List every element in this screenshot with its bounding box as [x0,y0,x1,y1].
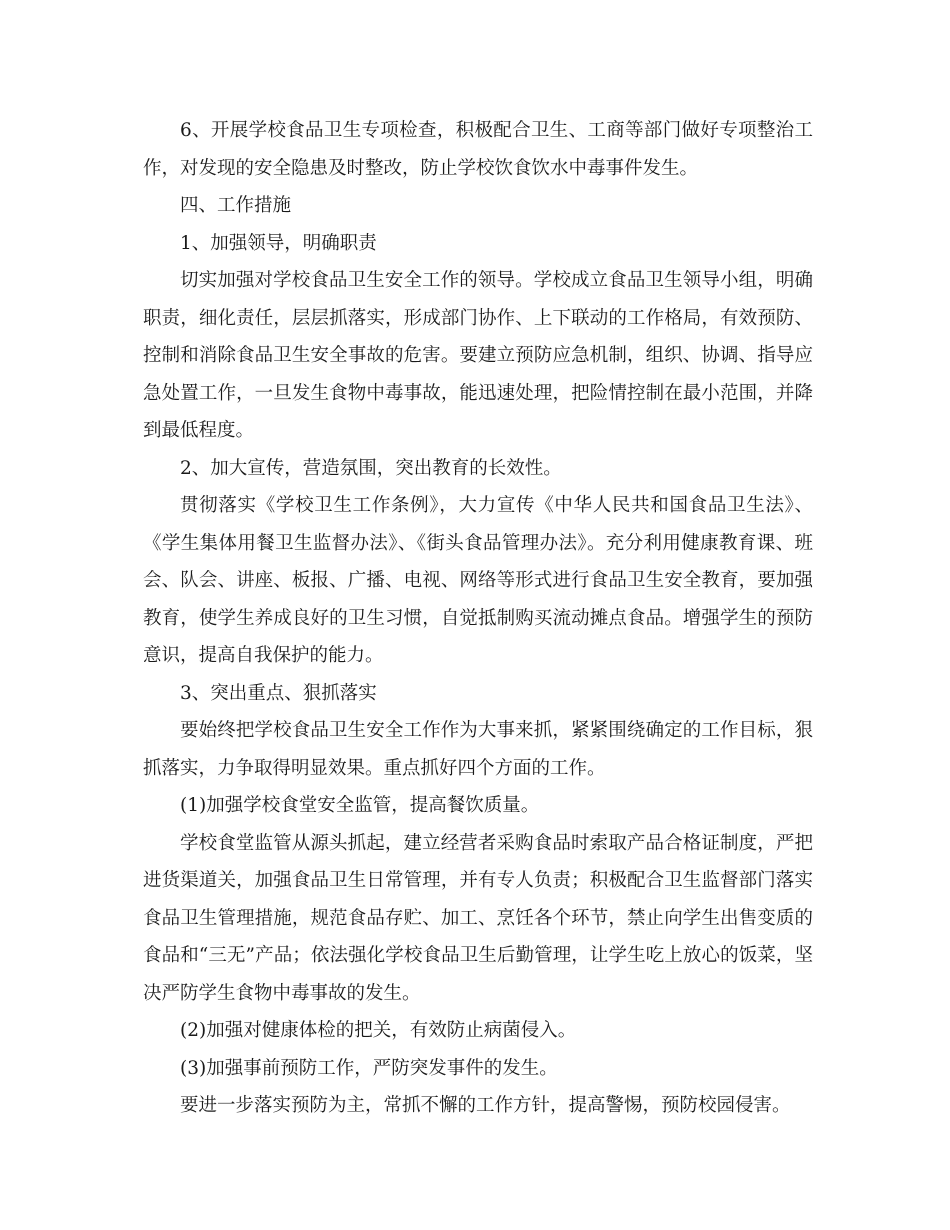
paragraph-key-points: 要始终把学校食品卫生安全工作作为大事来抓，紧紧围绕确定的工作目标，狠抓落实，力争取得明显效果。重点抓好四个方面的工作。 [143,720,813,779]
document-body [143,112,813,1125]
paragraph-item-6-inspection: 6、开展学校食品卫生专项检查，积极配合卫生、工商等部门做好专项整治工作，对发现的安全隐患及时整改，防止学校饮食饮水中毒事件发生。 [143,120,813,179]
subheading-key-points: 3、突出重点、狠抓落实 [180,682,377,704]
subheading-publicity: 2、加大宣传，营造氛围，突出教育的长效性。 [180,457,562,479]
paragraph-prevention: 要进一步落实预防为主，常抓不懈的工作方针，提高警惕，预防校园侵害。 [180,1095,791,1116]
paragraph-canteen-supervision: 学校食堂监管从源头抓起，建立经营者采购食品时索取产品合格证制度，严把进货渠道关，加强食品卫生日常管理，并有专人负责；积极配合卫生监督部门落实食品卫生管理措施，规范食品存贮、加工、烹饪各个环节，禁止向学生出售变质的食品和“三无”产品；依法强化学校食品卫生后勤管理，让学生吃上放心的饭菜，坚决严防学生食物中毒事故的发生。 [143,832,813,1004]
paragraph-leadership: 切实加强对学校食品卫生安全工作的领导。学校成立食品卫生领导小组，明确职责，细化责任，层层抓落实，形成部门协作、上下联动的工作格局，有效预防、控制和消除食品卫生安全事故的危害。要建立预防应急机制，组织、协调、指导应急处置工作，一旦发生食物中毒事故，能迅速处理，把险情控制在最小范围，并降到最低程度。 [143,270,813,441]
section-heading-measures: 四、工作措施 [180,195,292,216]
subheading-canteen-supervision: (1)加强学校食堂安全监管，提高餐饮质量。 [180,795,540,816]
subheading-prevention: (3)加强事前预防工作，严防突发事件的发生。 [180,1057,558,1079]
subheading-leadership: 1、加强领导，明确职责 [180,232,377,254]
subheading-health-check: (2)加强对健康体检的把关，有效防止病菌侵入。 [180,1020,577,1041]
paragraph-publicity: 贯彻落实《学校卫生工作条例》，大力宣传《中华人民共和国食品卫生法》、《学生集体用餐卫生监督办法》、《街头食品管理办法》。充分利用健康教育课、班会、队会、讲座、板报、广播、电视、网络等形式进行食品卫生安全教育，要加强教育，使学生养成良好的卫生习惯，自觉抵制购买流动摊点食品。增强学生的预防意识，提高自我保护的能力。 [143,495,813,666]
